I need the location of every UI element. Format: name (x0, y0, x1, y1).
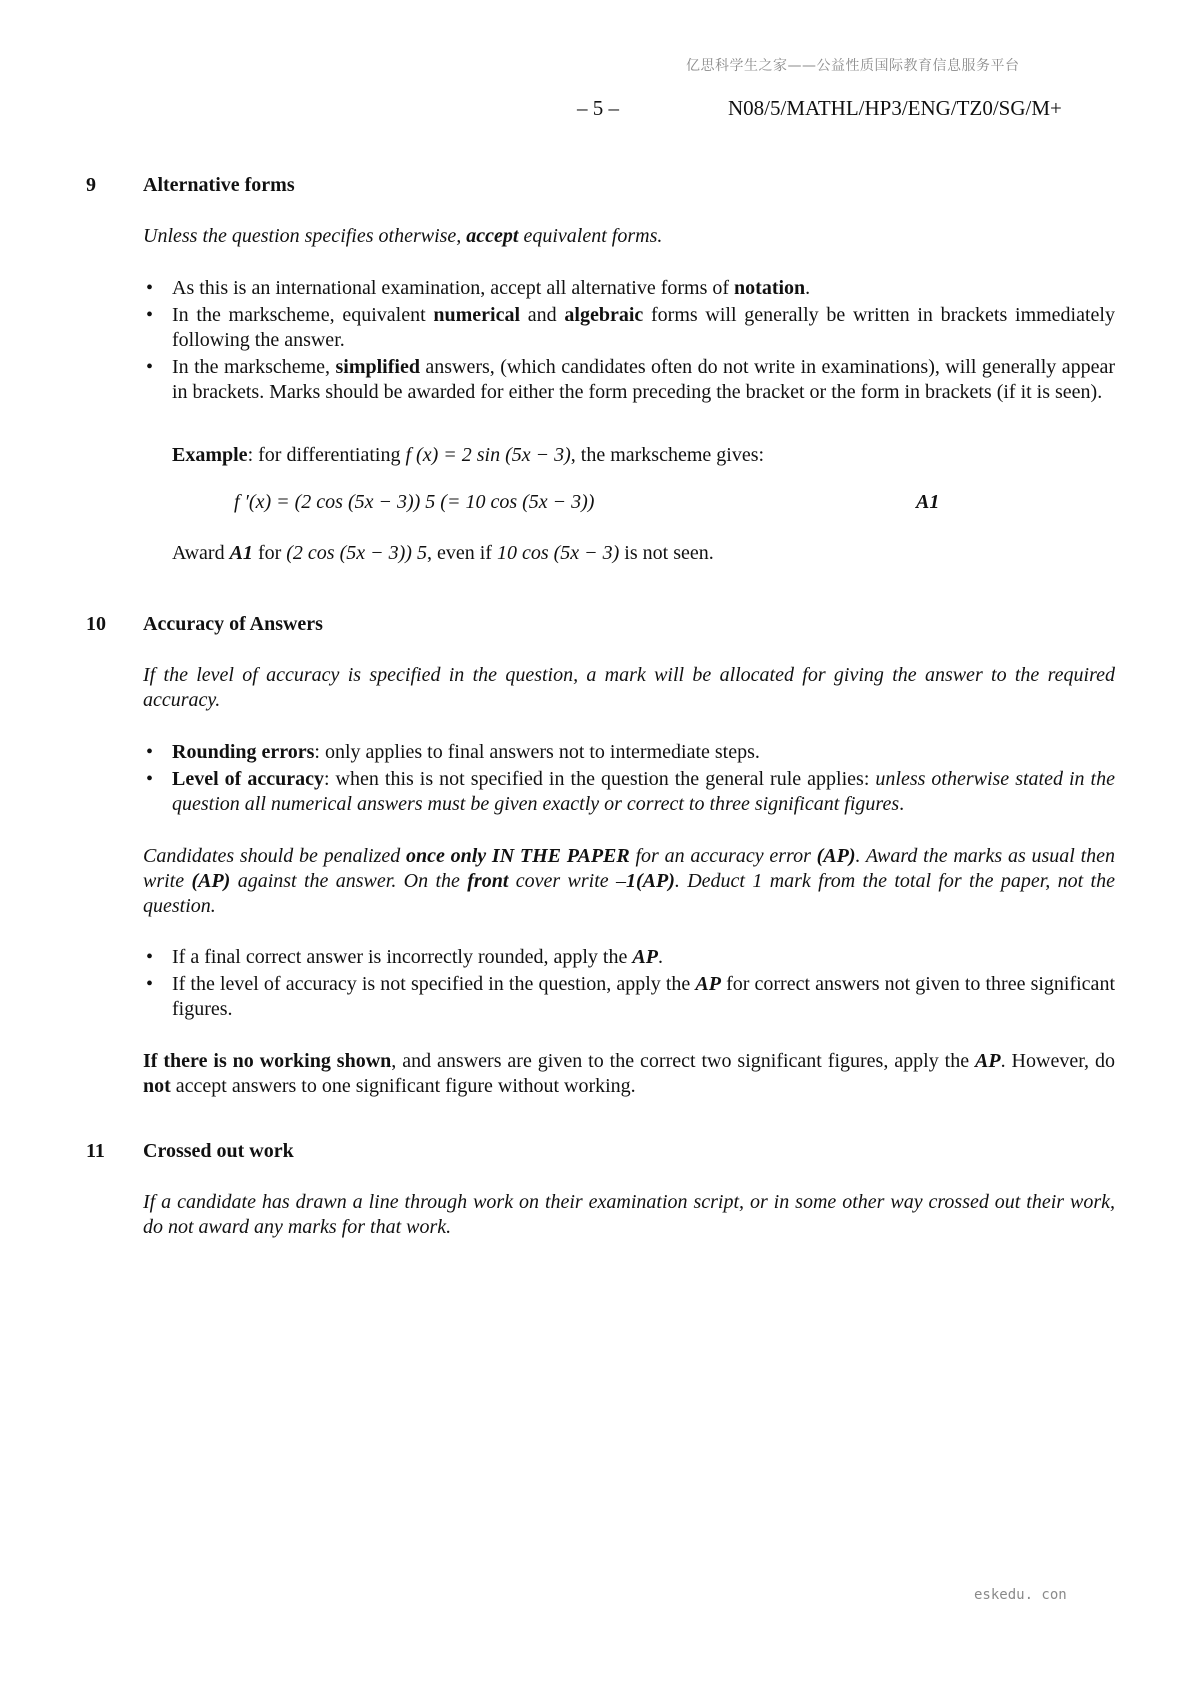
section-intro: If the level of accuracy is specified in the question, a mark will be allocated for giving the answer to the required accuracy. (143, 664, 1115, 711)
section-intro: If a candidate has drawn a line through work on their examination script, or in some other way crossed out their work, do not award any marks for that work. (143, 1191, 1115, 1238)
watermark-bottom: eskedu. con (974, 1587, 1067, 1603)
list-item: • If the level of accuracy is not specified in the question, apply the AP for correct answers not given to three significant figures. (146, 973, 1115, 1020)
example-line: Example: for differentiating f (x) = 2 sin (5x − 3), the markscheme gives: (172, 444, 765, 466)
list-item: • In the markscheme, equivalent numerical and algebraic forms will generally be written in brackets immediately following the answer. (146, 304, 1115, 351)
list-item: • As this is an international examination, accept all alternative forms of notation. (146, 277, 811, 299)
watermark-top: 亿思科学生之家——公益性质国际教育信息服务平台 (686, 58, 1020, 74)
section-title: Accuracy of Answers (143, 613, 323, 635)
example-formula: f ′(x) = (2 cos (5x − 3)) 5 (= 10 cos (5x − 3)) (234, 491, 595, 513)
paper-code: N08/5/MATHL/HP3/ENG/TZ0/SG/M+ (728, 96, 1062, 120)
section-title: Crossed out work (143, 1140, 294, 1162)
bullet-list (143, 276, 1115, 407)
bullet-list (143, 945, 1115, 1024)
bullet-list (143, 740, 1115, 819)
section-intro: Unless the question specifies otherwise, accept equivalent forms. (143, 225, 663, 247)
section-number: 11 (86, 1140, 105, 1162)
section-title: Alternative forms (143, 174, 295, 196)
list-item: • In the markscheme, simplified answers, (which candidates often do not write in examinations), will generally appear in brackets. Marks should be awarded for either the form preceding the bracket or the form in brackets (if it is seen). (146, 356, 1115, 403)
list-item: • Rounding errors: only applies to final answers not to intermediate steps. (146, 741, 760, 763)
mark-label: A1 (916, 491, 940, 513)
list-item: • Level of accuracy: when this is not specified in the question the general rule applies: unless otherwise stated in the question all numerical answers must be given exactly or correct to three significant figures. (146, 768, 1115, 815)
no-working-paragraph: If there is no working shown, and answers are given to the correct two significant figures, apply the AP. However, do not accept answers to one significant figure without working. (143, 1050, 1115, 1097)
page-number: – 5 – (577, 96, 619, 120)
penalty-paragraph: Candidates should be penalized once only IN THE PAPER for an accuracy error (AP). Award the marks as usual then write (AP) against the answer. On the front cover write –1(AP). Deduct 1 mark from the total for the paper, not the question. (143, 845, 1116, 917)
list-item: • If a final correct answer is incorrectly rounded, apply the AP. (146, 946, 663, 968)
section-number: 9 (86, 174, 96, 196)
award-line: Award A1 for (2 cos (5x − 3)) 5, even if 10 cos (5x − 3) is not seen. (172, 542, 714, 564)
section-number: 10 (86, 613, 106, 635)
